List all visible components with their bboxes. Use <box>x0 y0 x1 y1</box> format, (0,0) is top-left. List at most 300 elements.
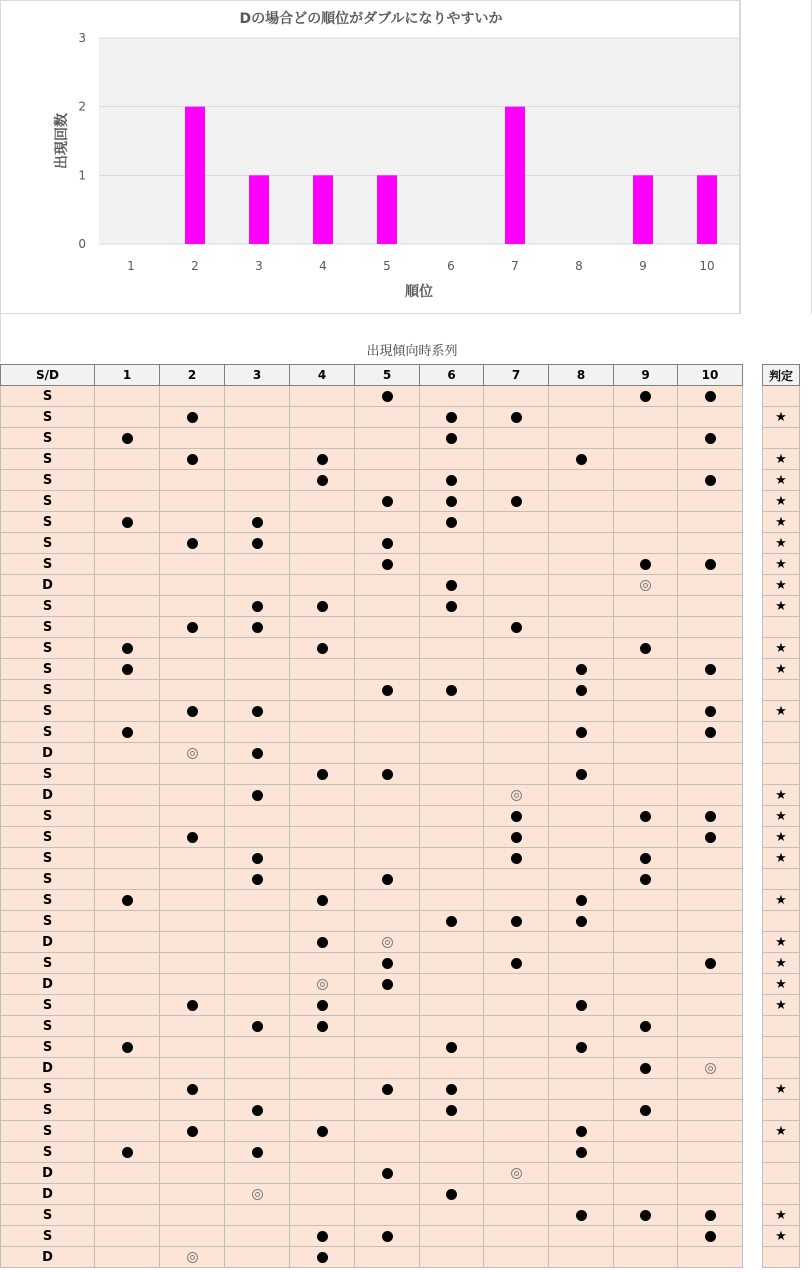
mark-cell <box>160 1121 225 1142</box>
mark-cell <box>225 953 290 974</box>
mark-cell <box>678 764 743 785</box>
mark-cell <box>225 932 290 953</box>
table-row <box>1 638 743 659</box>
judge-row <box>763 407 800 428</box>
sd-cell: S <box>1 1037 95 1058</box>
dot-mark <box>122 1042 133 1053</box>
mark-cell <box>290 554 355 575</box>
judge-table <box>762 364 800 1268</box>
mark-cell <box>355 1121 420 1142</box>
dot-mark <box>576 664 587 675</box>
table-row <box>1 1016 743 1037</box>
mark-cell <box>160 596 225 617</box>
sd-cell: S <box>1 596 95 617</box>
mark-cell <box>484 1058 549 1079</box>
sd-cell: S <box>1 869 95 890</box>
judge-row <box>763 827 800 848</box>
header-rank: 10 <box>678 365 743 386</box>
x-tick-label: 10 <box>699 259 715 273</box>
mark-cell <box>95 1163 160 1184</box>
header-rank: 6 <box>420 365 484 386</box>
table-row <box>1 974 743 995</box>
dot-mark <box>705 811 716 822</box>
table-row <box>1 617 743 638</box>
mark-cell <box>420 1058 484 1079</box>
dot-mark <box>382 391 393 402</box>
table-row <box>1 449 743 470</box>
judge-row <box>763 890 800 911</box>
dot-mark <box>576 895 587 906</box>
mark-cell <box>549 764 614 785</box>
header-rank: 9 <box>614 365 678 386</box>
sd-cell: S <box>1 428 95 449</box>
mark-cell <box>614 1100 678 1121</box>
mark-cell <box>355 1058 420 1079</box>
mark-cell <box>95 428 160 449</box>
mark-cell <box>484 1121 549 1142</box>
mark-cell <box>484 659 549 680</box>
mark-cell <box>225 890 290 911</box>
table-row <box>1 512 743 533</box>
judge-row <box>763 743 800 764</box>
mark-cell <box>678 554 743 575</box>
mark-cell <box>225 806 290 827</box>
mark-cell <box>420 386 484 407</box>
mark-cell <box>95 743 160 764</box>
mark-cell <box>355 680 420 701</box>
judge-row <box>763 1121 800 1142</box>
mark-cell <box>678 1226 743 1247</box>
table-row <box>1 722 743 743</box>
mark-cell <box>614 407 678 428</box>
mark-cell <box>678 1142 743 1163</box>
mark-cell <box>95 1184 160 1205</box>
table-row <box>1 470 743 491</box>
mark-cell <box>355 407 420 428</box>
judge-row <box>763 1079 800 1100</box>
mark-cell <box>678 617 743 638</box>
judge-row <box>763 932 800 953</box>
judge-cell: ★ <box>763 491 800 512</box>
mark-cell <box>225 1142 290 1163</box>
double-circle-mark <box>252 1189 263 1200</box>
sd-cell: S <box>1 1205 95 1226</box>
table-row <box>1 1226 743 1247</box>
judge-cell <box>763 743 800 764</box>
mark-cell <box>355 1205 420 1226</box>
mark-cell <box>160 533 225 554</box>
mark-cell <box>549 554 614 575</box>
mark-cell <box>614 701 678 722</box>
mark-cell <box>95 449 160 470</box>
mark-cell <box>160 764 225 785</box>
table-row <box>1 659 743 680</box>
mark-cell <box>225 1163 290 1184</box>
mark-cell <box>95 932 160 953</box>
mark-cell <box>95 1058 160 1079</box>
judge-row <box>763 1058 800 1079</box>
dot-mark <box>511 916 522 927</box>
mark-cell <box>549 596 614 617</box>
dot-mark <box>382 685 393 696</box>
mark-cell <box>290 785 355 806</box>
dot-mark <box>511 832 522 843</box>
mark-cell <box>484 701 549 722</box>
mark-cell <box>484 1037 549 1058</box>
sd-cell: S <box>1 701 95 722</box>
table-row <box>1 848 743 869</box>
mark-cell <box>290 1163 355 1184</box>
judge-cell: ★ <box>763 827 800 848</box>
mark-cell <box>160 1142 225 1163</box>
dot-mark <box>640 1210 651 1221</box>
judge-cell <box>763 1247 800 1268</box>
sd-cell: S <box>1 827 95 848</box>
dot-mark <box>576 685 587 696</box>
judge-cell: ★ <box>763 974 800 995</box>
mark-cell <box>549 1079 614 1100</box>
mark-cell <box>290 512 355 533</box>
judge-row <box>763 1205 800 1226</box>
mark-cell <box>225 512 290 533</box>
mark-cell <box>160 470 225 491</box>
mark-cell <box>95 1121 160 1142</box>
mark-cell <box>484 1205 549 1226</box>
dot-mark <box>187 706 198 717</box>
mark-cell <box>160 743 225 764</box>
mark-cell <box>95 764 160 785</box>
mark-cell <box>614 890 678 911</box>
mark-cell <box>678 890 743 911</box>
mark-cell <box>355 575 420 596</box>
judge-header-row <box>763 365 800 386</box>
mark-cell <box>678 1121 743 1142</box>
mark-cell <box>549 407 614 428</box>
dot-mark <box>705 958 716 969</box>
mark-cell <box>678 1163 743 1184</box>
table-row <box>1 995 743 1016</box>
dot-mark <box>187 622 198 633</box>
mark-cell <box>355 848 420 869</box>
mark-cell <box>290 1121 355 1142</box>
chart-panel <box>0 0 740 314</box>
mark-cell <box>225 722 290 743</box>
mark-cell <box>160 848 225 869</box>
table-row <box>1 1079 743 1100</box>
mark-cell <box>160 638 225 659</box>
mark-cell <box>290 638 355 659</box>
mark-cell <box>95 491 160 512</box>
judge-cell <box>763 428 800 449</box>
mark-cell <box>678 533 743 554</box>
mark-cell <box>484 743 549 764</box>
mark-cell <box>420 1226 484 1247</box>
mark-cell <box>549 848 614 869</box>
mark-cell <box>95 995 160 1016</box>
mark-cell <box>225 827 290 848</box>
mark-cell <box>290 743 355 764</box>
sd-cell: S <box>1 722 95 743</box>
sd-cell: S <box>1 848 95 869</box>
dot-mark <box>705 832 716 843</box>
mark-cell <box>290 1205 355 1226</box>
mark-cell <box>614 512 678 533</box>
table-row <box>1 1058 743 1079</box>
dot-mark <box>576 1210 587 1221</box>
x-tick-label: 9 <box>639 259 647 273</box>
mark-cell <box>355 953 420 974</box>
dot-mark <box>446 1042 457 1053</box>
mark-cell <box>355 974 420 995</box>
mark-cell <box>225 638 290 659</box>
mark-cell <box>420 1079 484 1100</box>
dot-mark <box>705 433 716 444</box>
mark-cell <box>355 470 420 491</box>
mark-cell <box>614 1226 678 1247</box>
mark-cell <box>95 974 160 995</box>
mark-cell <box>614 680 678 701</box>
judge-row <box>763 848 800 869</box>
mark-cell <box>290 1247 355 1268</box>
dot-mark <box>187 454 198 465</box>
mark-cell <box>95 1247 160 1268</box>
mark-cell <box>614 953 678 974</box>
judge-row <box>763 1163 800 1184</box>
mark-cell <box>420 449 484 470</box>
double-circle-mark <box>187 1252 198 1263</box>
y-tick-label: 2 <box>78 99 86 114</box>
header-rank: 1 <box>95 365 160 386</box>
judge-row <box>763 974 800 995</box>
sd-cell: S <box>1 911 95 932</box>
mark-cell <box>678 638 743 659</box>
table-row <box>1 743 743 764</box>
y-tick-label: 3 <box>78 31 86 45</box>
dot-mark <box>317 643 328 654</box>
mark-cell <box>225 617 290 638</box>
dot-mark <box>446 496 457 507</box>
judge-row <box>763 1142 800 1163</box>
mark-cell <box>355 512 420 533</box>
mark-cell <box>290 1142 355 1163</box>
mark-cell <box>678 1037 743 1058</box>
mark-cell <box>225 869 290 890</box>
mark-cell <box>678 1184 743 1205</box>
dot-mark <box>187 832 198 843</box>
mark-cell <box>225 743 290 764</box>
judge-cell: ★ <box>763 1226 800 1247</box>
table-row <box>1 764 743 785</box>
dot-mark <box>382 979 393 990</box>
mark-cell <box>484 1247 549 1268</box>
dot-mark <box>446 916 457 927</box>
sd-cell: S <box>1 512 95 533</box>
mark-cell <box>290 533 355 554</box>
judge-cell: ★ <box>763 1121 800 1142</box>
mark-cell <box>484 995 549 1016</box>
x-tick-label: 6 <box>447 259 455 273</box>
dot-mark <box>317 769 328 780</box>
mark-cell <box>160 785 225 806</box>
mark-cell <box>290 995 355 1016</box>
mark-cell <box>484 974 549 995</box>
mark-cell <box>95 890 160 911</box>
judge-cell: ★ <box>763 806 800 827</box>
judge-cell: ★ <box>763 659 800 680</box>
bar <box>313 175 333 244</box>
dot-mark <box>446 1105 457 1116</box>
double-circle-mark <box>187 748 198 759</box>
sd-cell: S <box>1 1100 95 1121</box>
judge-cell: ★ <box>763 575 800 596</box>
mark-cell <box>678 1247 743 1268</box>
mark-cell <box>160 722 225 743</box>
judge-cell: ★ <box>763 1205 800 1226</box>
mark-cell <box>95 1226 160 1247</box>
sd-cell: D <box>1 1163 95 1184</box>
mark-cell <box>95 575 160 596</box>
mark-cell <box>614 848 678 869</box>
dot-mark <box>382 1231 393 1242</box>
dot-mark <box>446 580 457 591</box>
mark-cell <box>225 491 290 512</box>
judge-row <box>763 764 800 785</box>
mark-cell <box>355 722 420 743</box>
mark-cell <box>95 680 160 701</box>
mark-cell <box>614 1142 678 1163</box>
sd-cell: S <box>1 386 95 407</box>
mark-cell <box>484 785 549 806</box>
mark-cell <box>95 407 160 428</box>
dot-mark <box>576 1042 587 1053</box>
judge-cell: ★ <box>763 407 800 428</box>
dot-mark <box>640 874 651 885</box>
mark-cell <box>290 659 355 680</box>
header-rank: 3 <box>225 365 290 386</box>
mark-cell <box>95 1142 160 1163</box>
table-row <box>1 1163 743 1184</box>
dot-mark <box>446 1084 457 1095</box>
judge-cell <box>763 911 800 932</box>
mark-cell <box>225 1079 290 1100</box>
dot-mark <box>576 1126 587 1137</box>
mark-cell <box>549 806 614 827</box>
mark-cell <box>614 1205 678 1226</box>
mark-cell <box>678 848 743 869</box>
mark-cell <box>160 1226 225 1247</box>
dot-mark <box>640 643 651 654</box>
judge-cell: ★ <box>763 701 800 722</box>
dot-mark <box>122 727 133 738</box>
sd-cell: S <box>1 1142 95 1163</box>
mark-cell <box>225 386 290 407</box>
mark-cell <box>225 554 290 575</box>
mark-cell <box>420 764 484 785</box>
sd-cell: S <box>1 533 95 554</box>
table-row <box>1 911 743 932</box>
mark-cell <box>549 491 614 512</box>
mark-cell <box>678 659 743 680</box>
dot-mark <box>640 811 651 822</box>
mark-cell <box>95 386 160 407</box>
mark-cell <box>355 1226 420 1247</box>
table-row <box>1 407 743 428</box>
mark-cell <box>420 932 484 953</box>
mark-cell <box>614 974 678 995</box>
judge-row <box>763 953 800 974</box>
double-circle-mark <box>317 979 328 990</box>
right-strip <box>740 0 812 314</box>
sd-cell: S <box>1 1226 95 1247</box>
y-tick-label: 1 <box>78 168 86 183</box>
dot-mark <box>382 538 393 549</box>
dot-mark <box>317 1021 328 1032</box>
dot-mark <box>446 475 457 486</box>
mark-cell <box>160 575 225 596</box>
mark-cell <box>95 911 160 932</box>
mark-cell <box>355 428 420 449</box>
sd-cell: S <box>1 470 95 491</box>
dot-mark <box>576 1000 587 1011</box>
double-circle-mark <box>511 1168 522 1179</box>
table-row <box>1 806 743 827</box>
mark-cell <box>420 533 484 554</box>
mark-cell <box>420 890 484 911</box>
mark-cell <box>160 890 225 911</box>
mark-cell <box>225 1100 290 1121</box>
mark-cell <box>678 701 743 722</box>
mark-cell <box>225 1037 290 1058</box>
mark-cell <box>420 953 484 974</box>
mark-cell <box>95 722 160 743</box>
mark-cell <box>420 848 484 869</box>
table-title: 出現傾向時系列 <box>366 344 458 359</box>
judge-cell: ★ <box>763 932 800 953</box>
mark-cell <box>160 617 225 638</box>
mark-cell <box>614 806 678 827</box>
mark-cell <box>549 785 614 806</box>
mark-cell <box>549 428 614 449</box>
x-tick-label: 4 <box>319 259 327 273</box>
mark-cell <box>484 680 549 701</box>
mark-cell <box>549 638 614 659</box>
mark-cell <box>160 1016 225 1037</box>
mark-cell <box>678 722 743 743</box>
dot-mark <box>576 1147 587 1158</box>
mark-cell <box>355 1016 420 1037</box>
mark-cell <box>484 386 549 407</box>
mark-cell <box>549 1247 614 1268</box>
dot-mark <box>576 916 587 927</box>
dot-mark <box>382 874 393 885</box>
mark-cell <box>614 869 678 890</box>
mark-cell <box>290 1079 355 1100</box>
header-rank: 2 <box>160 365 225 386</box>
table-row <box>1 1100 743 1121</box>
mark-cell <box>678 869 743 890</box>
mark-cell <box>614 722 678 743</box>
mark-cell <box>225 533 290 554</box>
dot-mark <box>705 1231 716 1242</box>
dot-mark <box>705 1210 716 1221</box>
judge-cell: ★ <box>763 449 800 470</box>
mark-cell <box>549 533 614 554</box>
dot-mark <box>382 559 393 570</box>
judge-cell <box>763 722 800 743</box>
dot-mark <box>317 1252 328 1263</box>
mark-cell <box>484 470 549 491</box>
judge-row <box>763 806 800 827</box>
